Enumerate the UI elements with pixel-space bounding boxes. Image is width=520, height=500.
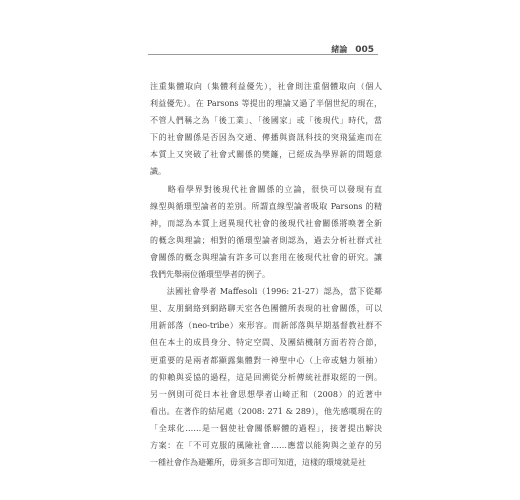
text-line: 利益優先）。在 Parsons 等提出的理論又過了半個世紀的現在， [150, 99, 382, 109]
text-line: 略看學界對後現代社會關係的立論，很快可以發現有直 [150, 184, 382, 194]
paragraph [150, 283, 382, 471]
text-line: 看出。在著作的結尾處（2008: 271 & 289），他先感嘆現在的 [150, 406, 382, 416]
text-line: 下的社會關係是否因為交通、傳播與資訊科技的突飛猛進而在 [150, 133, 382, 143]
paragraph [150, 78, 382, 181]
text-line: 更重要的是兩者都顯露集體對一神聖中心（上帝或魅力領袖） [150, 355, 382, 365]
text-line: 一種社會作為避難所，毋須多言即可知道，這樣的環境就是社 [150, 458, 366, 468]
text-line: 法國社會學者 Maffesoli（1996: 21-27）認為，當下從鄰 [150, 287, 382, 297]
text-line: 我們先舉兩位循環型學者的例子。 [150, 270, 270, 280]
body-text [150, 78, 382, 471]
text-line: 另一例則可從日本社會思想學者山崎正和（2008）的近著中 [150, 389, 382, 399]
text-line: 里、友朋網絡到網路聊天室各色團體所表現的社會關係，可以 [150, 304, 382, 314]
text-line: 不管人們稱之為「後工業」、「後國家」或「後現代」時代，當 [150, 116, 382, 126]
text-line: 神，而認為本質上迥異現代社會的後現代社會關係將唤著全新 [150, 218, 382, 228]
text-line: 「全球化……是一個使社會關係解體的過程」，接著提出解決 [150, 423, 382, 433]
paragraph [150, 181, 382, 284]
text-line: 注重集體取向（集體利益優先），社會則注重個體取向（個人 [150, 82, 382, 91]
text-line: 方案：在「不可克服的風險社會……應當以能夠與之並存的另 [150, 440, 382, 450]
text-line: 但在本土的成員身分、特定空間、及團結機制方面若符合節， [150, 338, 382, 348]
text-line: 的概念與理論；相對的循環型論者則認為，過去分析社群式社 [150, 235, 382, 245]
text-line: 線型與循環型論者的差別。所謂直線型論者吸取 Parsons 的精 [150, 201, 382, 211]
section-label: 緒論 [331, 45, 348, 54]
text-line: 識。 [150, 167, 166, 177]
text-line: 用新部落（neo-tribe）來形容。而新部落與早期基督教社群不 [150, 321, 382, 331]
page-number: 005 [355, 45, 374, 55]
text-line: 的仰賴與妥協的過程，這是回溯從分析傳統社群取經的一例。 [150, 372, 382, 382]
header-rule [148, 54, 378, 55]
text-line: 會關係的概念與理論有許多可以套用在後現代社會的研究。讓 [150, 252, 382, 262]
text-line: 本質上又突破了社會式關係的樊籬，已經成為學界新的問題意 [150, 150, 382, 160]
